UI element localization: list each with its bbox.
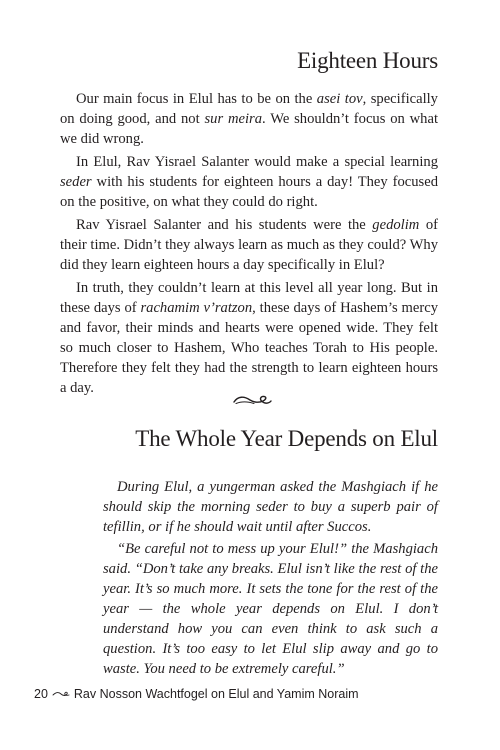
text-run: In truth, they couldn’t learn at this level all year long. But in these days of xyxy=(60,280,438,316)
page-number: 20 xyxy=(34,687,48,701)
body-paragraph xyxy=(60,215,438,275)
flourish-ornament-icon xyxy=(52,690,70,698)
italic-term: gedolim xyxy=(372,217,420,233)
text-run: , these days of Hashem’s mercy and favor, their minds and hearts were opened wide. They felt so much closer to Hashem, Who teaches Torah to His people. Therefore they felt they had the strength to learn eighteen hours a day. xyxy=(60,300,438,396)
quote-paragraph: “Be careful not to mess up your Elul!” the Mashgiach said. “Don’t take any breaks. Elul isn’t like the rest of the year. It’s so much more. It sets the tone for the rest of the year — the whole year depends on Elul. I don’t understand how you can even think to ask such a question. It’s too easy to let Elul slip away and go to waste. You need to be extremely careful.” xyxy=(103,541,438,677)
italic-term: rachamim v’ratzon xyxy=(140,300,253,316)
text-run: Our main focus in Elul has to be on the xyxy=(76,91,317,107)
text-run: . We shouldn’t focus on what we did wrong. xyxy=(60,111,439,147)
section-divider-ornament-icon xyxy=(232,393,272,407)
text-run: In Elul, Rav Yisrael Salanter would make a special learning xyxy=(76,154,438,170)
text-run: of their time. Didn’t they always learn as much as they could? Why did they learn eighteen hours a day specifically in Elul? xyxy=(60,217,438,273)
body-paragraph xyxy=(60,152,438,212)
section-heading-eighteen-hours: Eighteen Hours xyxy=(297,48,438,73)
text-run: Rav Yisrael Salanter and his students were the xyxy=(76,217,373,233)
book-title: Rav Nosson Wachtfogel on Elul and Yamim Noraim xyxy=(73,687,359,701)
text-run: , specifically on doing good, and not xyxy=(60,91,438,127)
quote-paragraph: During Elul, a yungerman asked the Mashgiach if he should skip the morning seder to buy a superb pair of tefillin, or if he should wait until after Succos. xyxy=(103,479,438,535)
italic-term: asei tov xyxy=(316,91,363,107)
italic-term: seder xyxy=(60,174,92,190)
section-heading-whole-year: The Whole Year Depends on Elul xyxy=(135,426,438,451)
page-footer xyxy=(34,687,359,701)
body-paragraph xyxy=(60,278,438,398)
body-paragraph xyxy=(60,89,438,149)
italic-term: sur meira xyxy=(204,111,263,127)
text-run: with his students for eighteen hours a day! They focused on the positive, on what they could do right. xyxy=(60,174,438,210)
section-body-eighteen-hours xyxy=(60,89,438,398)
story-quote-block xyxy=(103,477,438,679)
